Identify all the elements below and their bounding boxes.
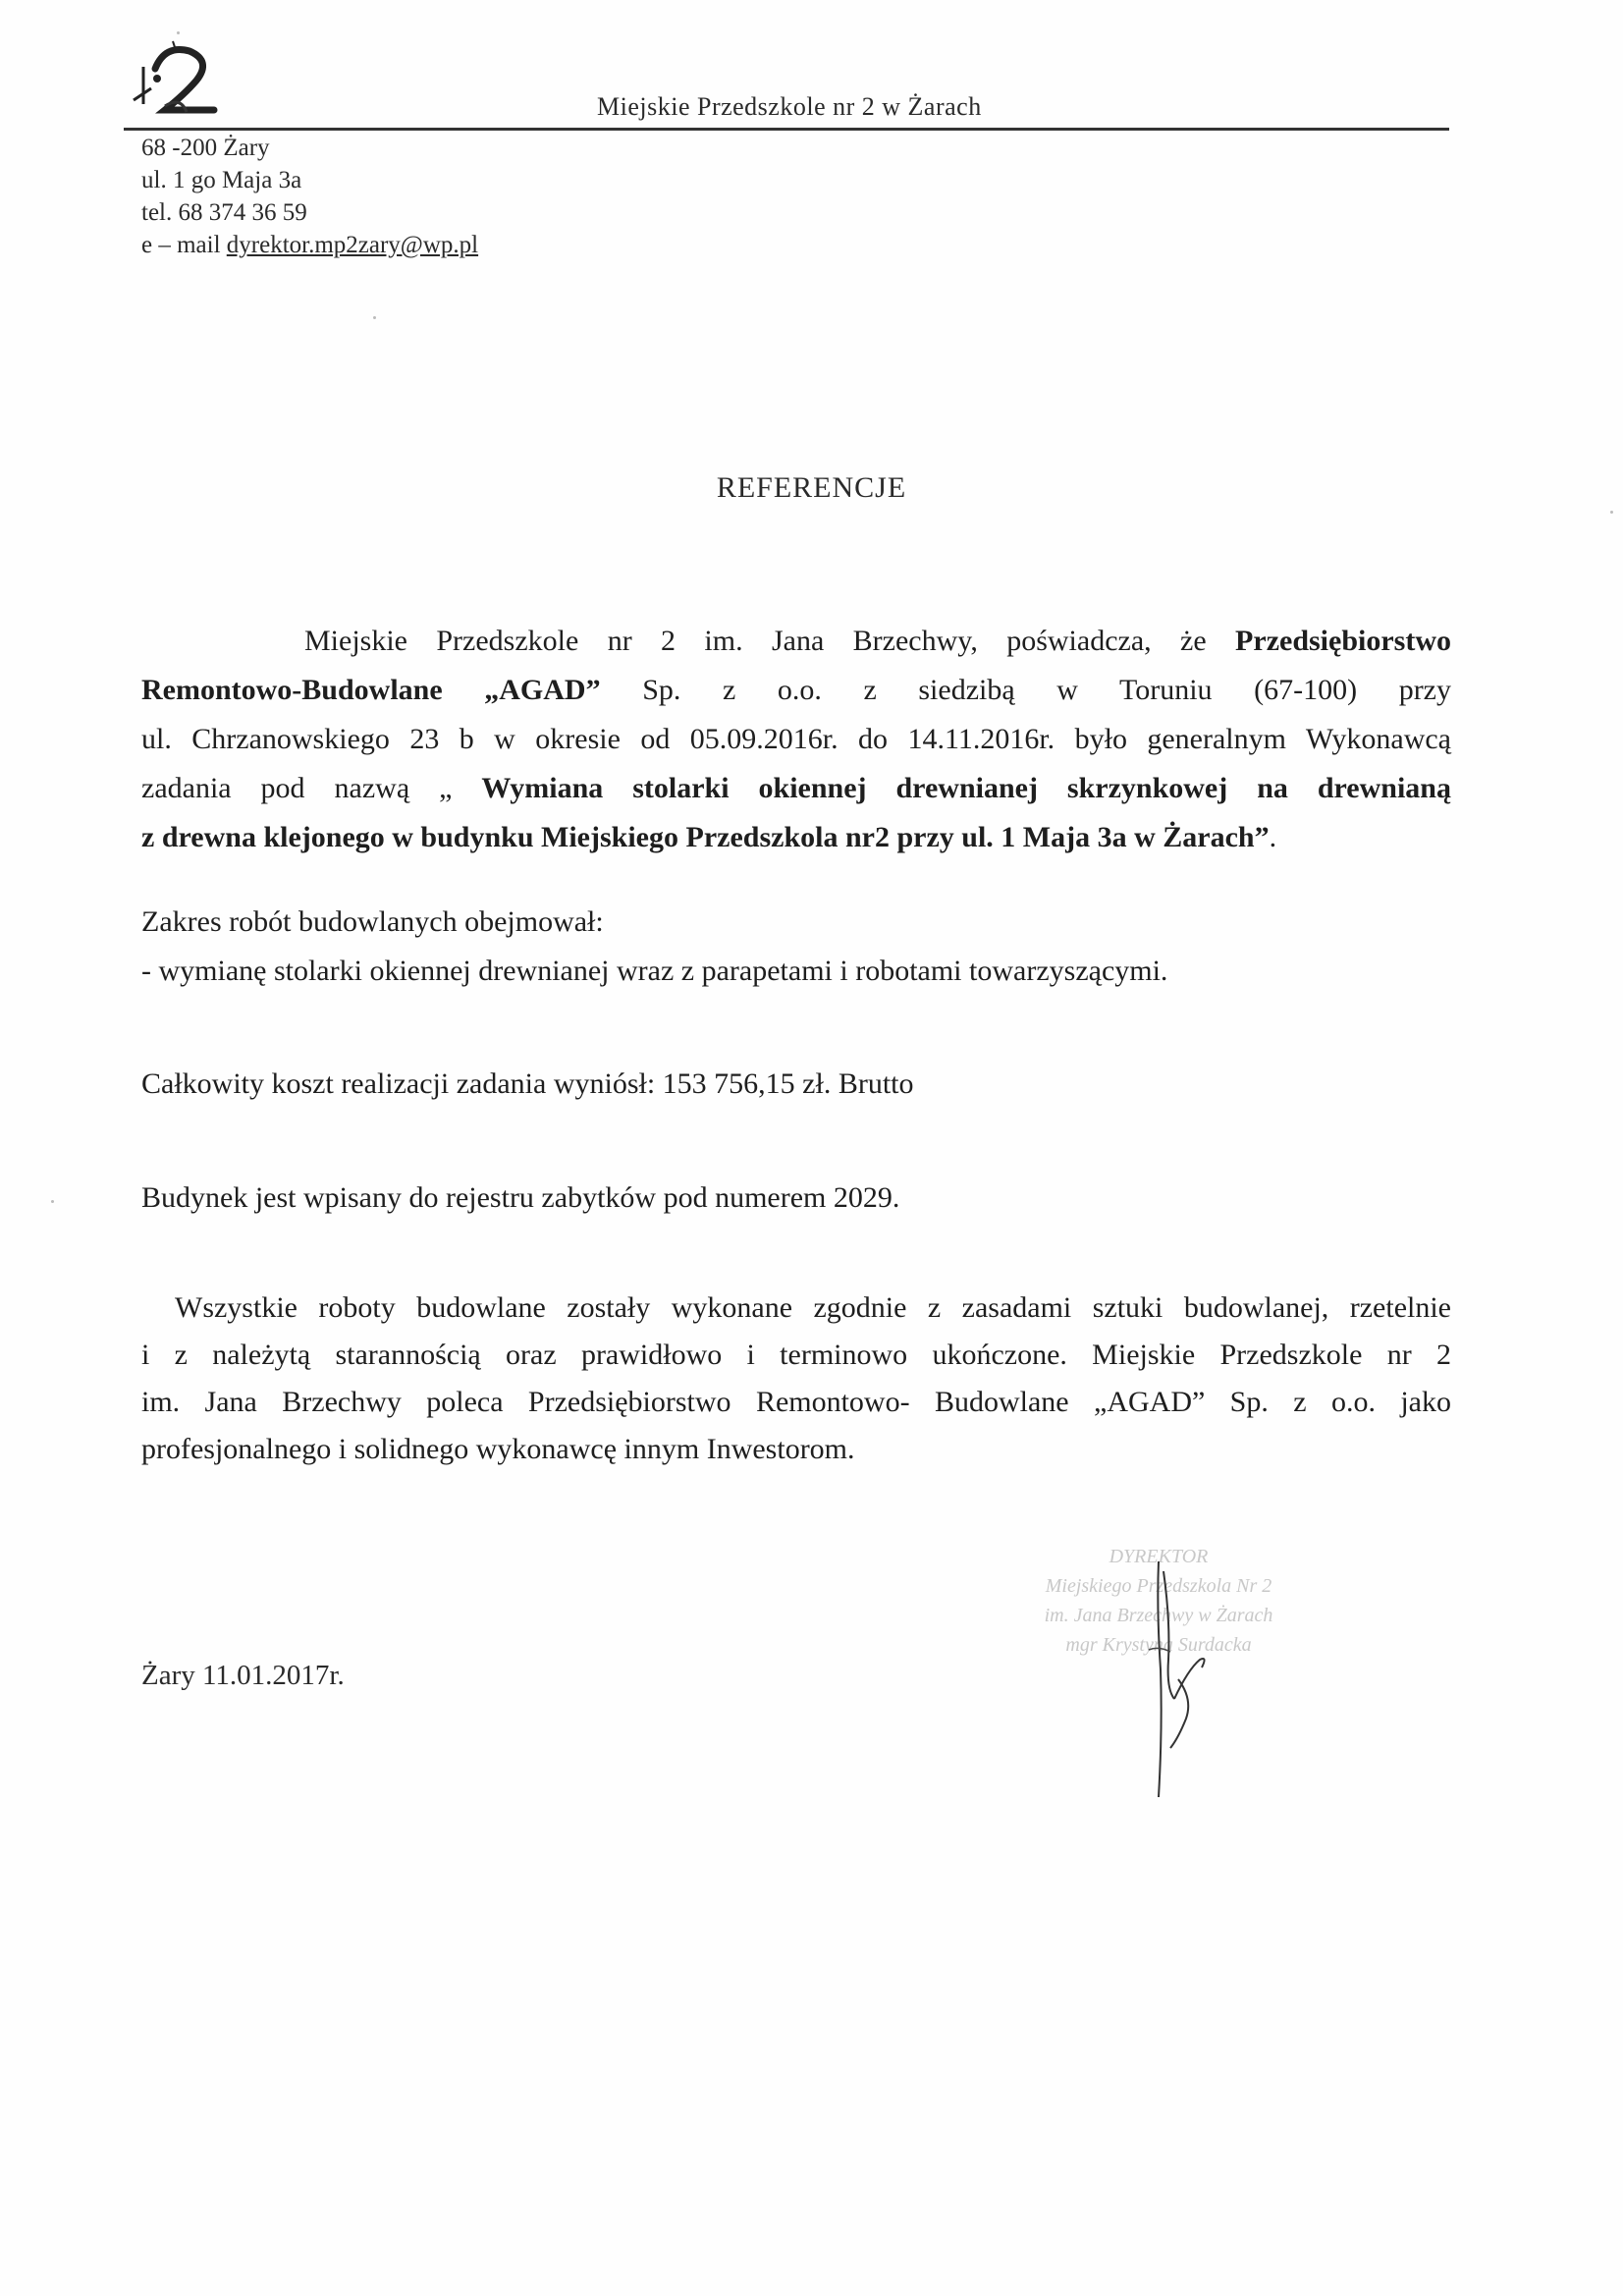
email-link[interactable]: dyrektor.mp2zary@wp.pl [226,232,479,258]
para1-text: Sp. z o.o. z siedzibą w Toruniu (67-100) przy [600,674,1452,706]
scan-speck [177,31,180,34]
scan-speck [1610,511,1613,514]
para1-text: . [1269,821,1277,853]
work-scope [141,898,1451,996]
para1-line-2 [141,666,1451,715]
total-cost: Całkowity koszt realizacji zadania wyniósł: 153 756,15 zł. Brutto [141,1067,914,1100]
para1-text: Miejskie Przedszkole nr 2 im. Jana Brzechwy, poświadcza, że [304,625,1236,657]
project-name-part2: z drewna klejonego w budynku Miejskiego Przedszkola nr2 przy ul. 1 Maja 3a w Żarach” [141,821,1270,853]
heritage-registry-note: Budynek jest wpisany do rejestru zabytków pod numerem 2029. [141,1181,900,1214]
address-phone: tel. 68 374 36 59 [141,199,307,226]
para1-line-4 [141,764,1451,813]
document-title: REFERENCJE [716,471,907,504]
scan-speck [373,316,376,319]
para1-line-3: ul. Chrzanowskiego 23 b w okresie od 05.09.2016r. do 14.11.2016r. było generalnym Wykonawcą [141,723,1451,755]
scope-item: - wymianę stolarki okiennej drewnianej wraz z parapetami i robotami towarzyszącymi. [141,955,1168,987]
stamp-line: Miejskiego Przedszkola Nr 2 [1045,1575,1272,1597]
para1-line-5 [141,813,1451,862]
para1-line-1 [141,617,1451,666]
email-prefix: e – mail [141,232,227,258]
handwritten-signature [1119,1552,1237,1807]
company-name-part1: Przedsiębiorstwo [1235,625,1451,657]
scan-speck [51,1200,54,1203]
para2-line-4: profesjonalnego i solidnego wykonawcę innym Inwestorom. [141,1433,855,1465]
address-email-line [141,229,478,261]
certification-paragraph [141,617,1451,862]
kindergarten-logo-icon [126,39,234,128]
sender-address [141,132,478,261]
scope-heading: Zakres robót budowlanych obejmował: [141,905,604,938]
para2-line-1: Wszystkie roboty budowlane zostały wykonane zgodnie z zasadami sztuki budowlanej, rzetelnie [175,1291,1451,1324]
para2-line-3: im. Jana Brzechwy poleca Przedsiębiorstwo Remontowo- Budowlane „AGAD” Sp. z o.o. jako [141,1386,1451,1418]
company-name-part2: Remontowo-Budowlane „AGAD” [141,674,601,706]
address-postal-code: 68 -200 Żary [141,135,270,161]
stamp-line: mgr Krystyna Surdacka [1065,1634,1252,1656]
recommendation-paragraph [141,1285,1451,1473]
stamp-line: DYREKTOR [1109,1546,1209,1567]
project-name-part1: Wymiana stolarki okiennej drewnianej skrzynkowej na drewnianą [481,772,1451,804]
header-institution-name: Miejskie Przedszkole nr 2 w Żarach [597,92,982,121]
stamp-line: im. Jana Brzechwy w Żarach [1044,1605,1273,1626]
para1-text: zadania pod nazwą „ [141,772,482,804]
header-divider [124,128,1449,131]
document-date: Żary 11.01.2017r. [141,1660,345,1691]
address-street: ul. 1 go Maja 3a [141,167,302,193]
para2-line-2: i z należytą starannością oraz prawidłowo i terminowo ukończone. Miejskie Przedszkole nr 2 [141,1339,1451,1371]
